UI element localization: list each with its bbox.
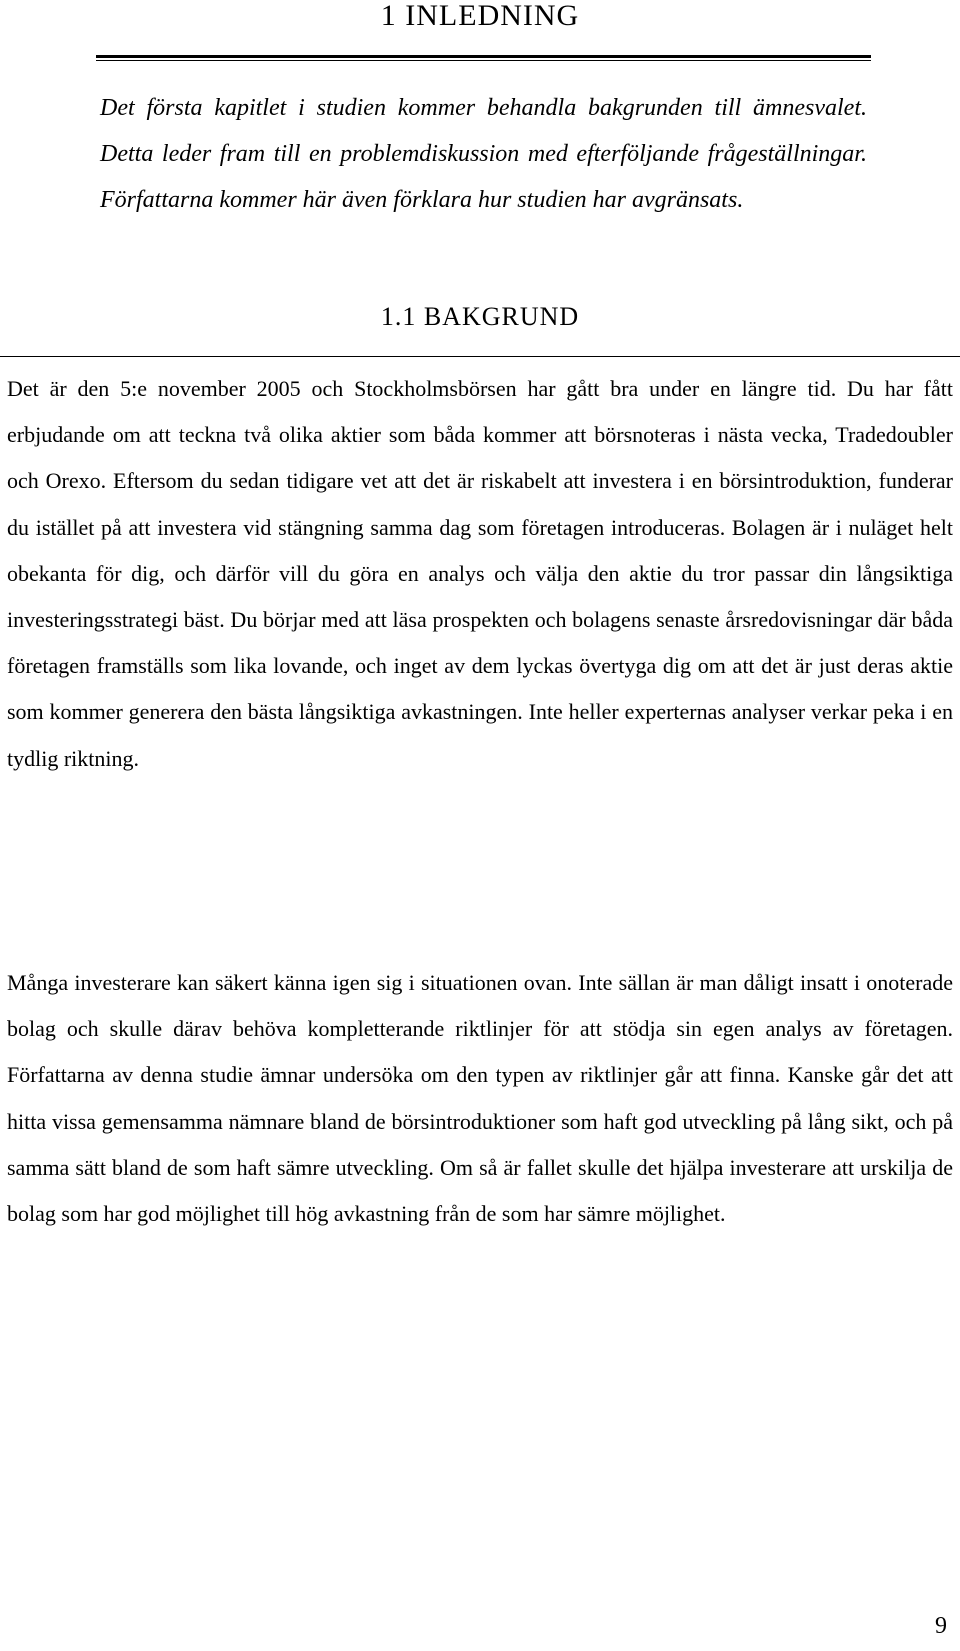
- chapter-intro: Det första kapitlet i studien kommer behandla bakgrunden till ämnesvalet. Detta leder fram till en problemdiskussion med efterföljande frågeställningar. Författarna kommer här även förklara hur studien har avgränsats.: [100, 95, 867, 213]
- body-paragraph-1: Det är den 5:e november 2005 och Stockholmsbörsen har gått bra under en längre tid. Du har fått erbjudande om att teckna två olika aktier som båda kommer att börsnoteras i nästa vecka, Tradedoubler och Orexo. Eftersom du sedan tidigare vet att det är riskabelt att investera i en börsintroduktion, funderar du istället på att investera vid stängning samma dag som företagen introduceras. Bolagen är i nuläget helt obekanta för dig, och därför vill du göra en analys och välja den aktie du tror passar din långsiktiga investeringsstrategi bäst. Du börjar med att läsa prospekten och bolagens senaste årsredovisningar där båda företagen framställs som lika lovande, och inget av dem lyckas övertyga dig om att det är just deras aktie som kommer generera den bästa långsiktiga avkastningen. Inte heller experternas analyser verkar peka i en tydlig riktning.: [7, 376, 953, 771]
- section-title: 1.1 BAKGRUND: [380, 302, 580, 331]
- chapter-title: 1 INLEDNING: [380, 0, 580, 32]
- chapter-rule-thin: [96, 60, 871, 61]
- section-rule: [0, 356, 960, 357]
- body-paragraph-2: Många investerare kan säkert känna igen sig i situationen ovan. Inte sällan är man dåligt insatt i onoterade bolag och skulle därav behöva kompletterande riktlinjer för att stödja sin egen analys av företagen. Författarna av denna studie ämnar undersöka om den typen av riktlinjer går att finna. Kanske går det att hitta vissa gemensamma nämnare bland de börsintroduktioner som haft god utveckling på lång sikt, och på samma sätt bland de som haft sämre utveckling. Om så är fallet skulle det hjälpa investerare att urskilja de bolag som har god möjlighet till hög avkastning från de som har sämre möjlighet.: [7, 970, 953, 1227]
- page-number: 9: [935, 1613, 947, 1639]
- chapter-rule-thick: [96, 55, 871, 58]
